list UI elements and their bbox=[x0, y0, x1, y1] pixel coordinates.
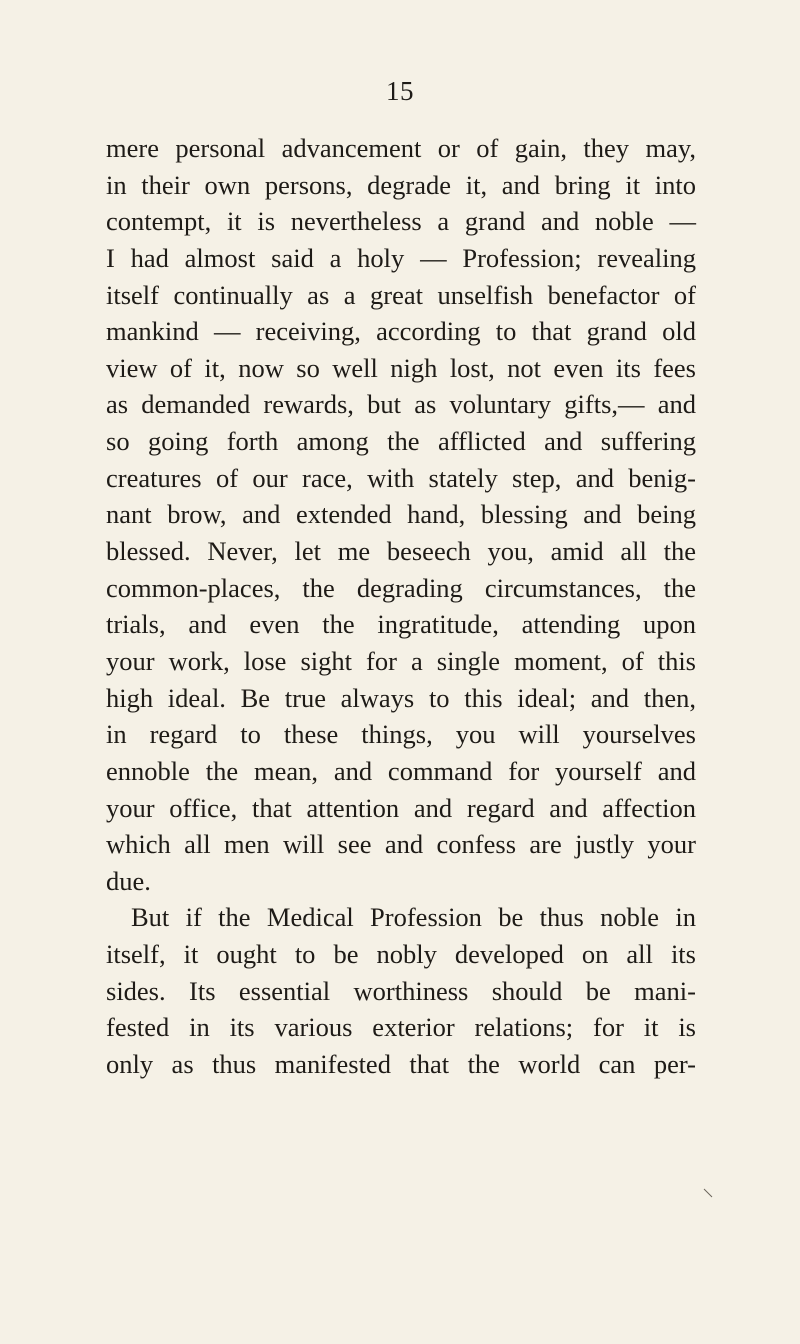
text-line: itself, it ought to be nobly developed on all its bbox=[106, 939, 696, 970]
text-line: trials, and even the ingratitude, attending upon bbox=[106, 609, 696, 640]
text-line: creatures of our race, with stately step, and benig- bbox=[106, 462, 696, 493]
text-line: your work, lose sight for a single moment, of this bbox=[106, 645, 696, 676]
text-line: high ideal. Be true always to this ideal; and then, bbox=[106, 682, 696, 713]
text-line: in their own persons, degrade it, and bring it into bbox=[106, 169, 696, 200]
text-line: common-places, the degrading circumstances, the bbox=[106, 572, 696, 603]
text-line: mankind — receiving, according to that grand old bbox=[106, 316, 696, 347]
text-line: in regard to these things, you will yourselves bbox=[106, 719, 696, 750]
text-line: mere personal advancement or of gain, they may, bbox=[106, 133, 696, 163]
text-line: sides. Its essential worthiness should be mani- bbox=[106, 975, 696, 1006]
text-line: fested in its various exterior relations; for it is bbox=[106, 1012, 696, 1043]
text-line: blessed. Never, let me beseech you, amid all the bbox=[106, 536, 696, 567]
text-line: contempt, it is nevertheless a grand and noble — bbox=[106, 206, 696, 237]
body-text bbox=[106, 130, 696, 1083]
text-line: which all men will see and confess are justly your bbox=[106, 829, 696, 860]
margin-mark-icon bbox=[703, 1188, 713, 1198]
text-line: view of it, now so well nigh lost, not even its fees bbox=[106, 352, 696, 383]
paragraph-start-line: But if the Medical Profession be thus noble in bbox=[131, 902, 696, 933]
text-line: ennoble the mean, and command for yourself and bbox=[106, 755, 696, 786]
text-line: so going forth among the afflicted and suffering bbox=[106, 426, 696, 457]
paragraph-end-line: due. bbox=[106, 865, 151, 896]
text-line: nant brow, and extended hand, blessing and being bbox=[106, 499, 696, 530]
text-line: itself continually as a great unselfish benefactor of bbox=[106, 279, 696, 310]
text-line: only as thus manifested that the world can per- bbox=[106, 1049, 696, 1080]
page-number: 15 bbox=[386, 76, 414, 106]
text-line: as demanded rewards, but as voluntary gifts,— and bbox=[106, 389, 696, 420]
text-line: your office, that attention and regard and affection bbox=[106, 792, 696, 823]
text-line: I had almost said a holy — Profession; revealing bbox=[106, 242, 696, 273]
